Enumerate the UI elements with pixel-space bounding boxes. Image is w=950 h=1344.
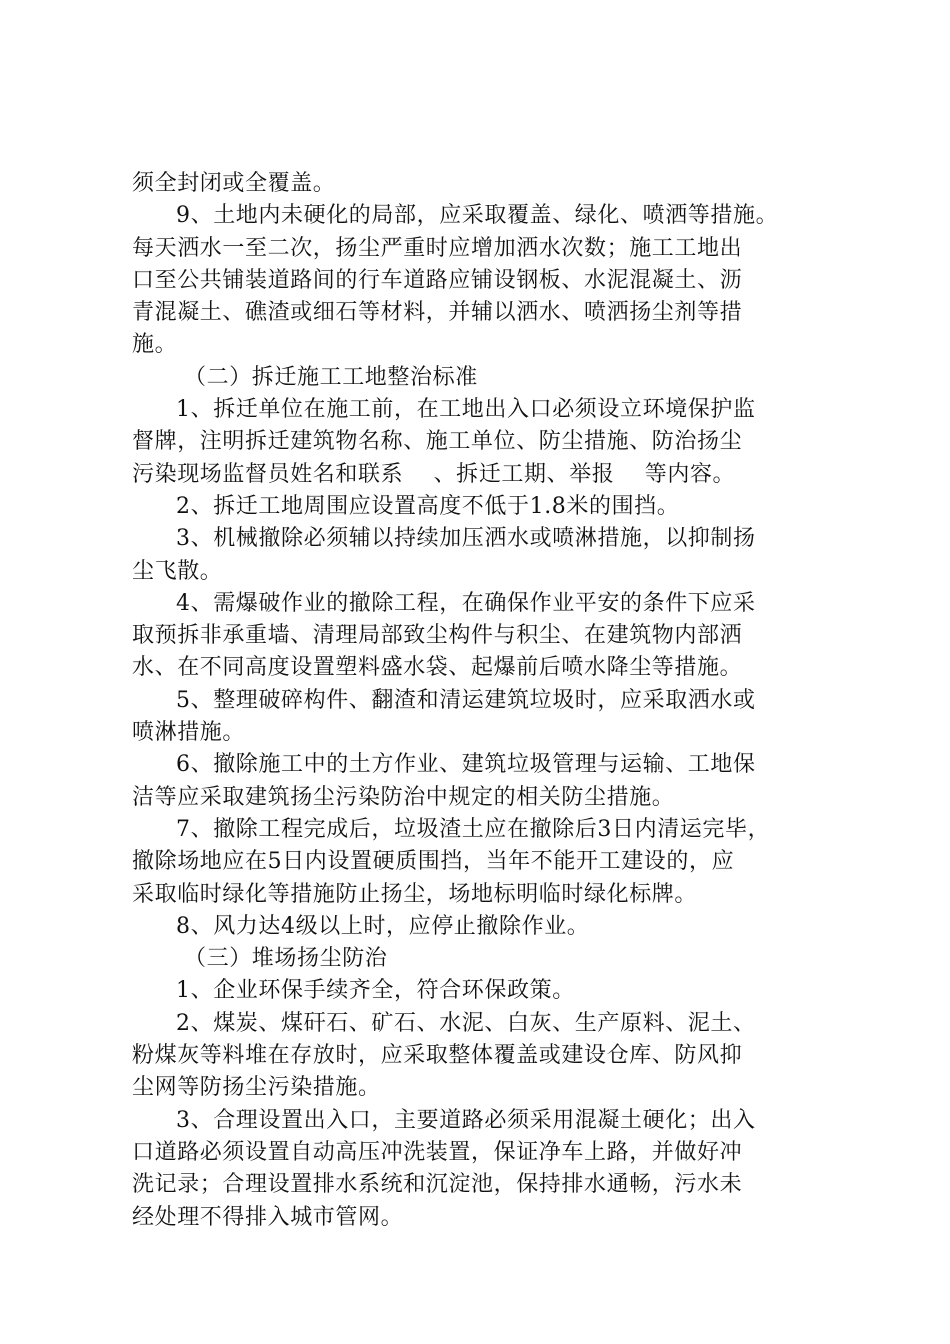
text-line: 督牌，注明拆迁建筑物名称、施工单位、防尘措施、防治扬尘	[132, 429, 743, 455]
text-line: 粉煤灰等料堆在存放时，应采取整体覆盖或建设仓库、防风抑	[132, 1043, 743, 1069]
text-line: 施。	[132, 332, 178, 358]
paragraph-3: 3、合理设置出入口，主要道路必须采用混凝土硬化；出入	[176, 1107, 756, 1133]
text-line: 口道路必须设置自动高压冲洗装置，保证净车上路，并做好冲	[132, 1139, 743, 1165]
paragraph-9: 9、土地内未硬化的局部，应采取覆盖、绿化、喷洒等措施。	[176, 203, 779, 229]
text-line: 喷淋措施。	[132, 720, 246, 746]
text-line: 水、在不同高度设置塑料盛水袋、起爆前后喷水降尘等措施。	[132, 655, 743, 681]
text-line: 须全封闭或全覆盖。	[132, 171, 336, 196]
paragraph-1: 1、企业环保手续齐全，符合环保政策。	[176, 978, 575, 1004]
text-line: 污染现场监督员姓名和联系 、拆迁工期、举报 等内容。	[132, 461, 736, 487]
text-line: 采取临时绿化等措施防止扬尘，场地标明临时绿化标牌。	[132, 881, 698, 907]
text-line: 取预拆非承重墙、清理局部致尘构件与积尘、在建筑物内部洒	[132, 623, 743, 649]
text-line: 尘网等防扬尘污染措施。	[132, 1075, 381, 1101]
text-line: 尘飞散。	[132, 558, 223, 584]
paragraph-8: 8、风力达4级以上时，应停止撤除作业。	[176, 913, 590, 939]
text-line: 洁等应采取建筑扬尘污染防治中规定的相关防尘措施。	[132, 784, 675, 810]
section-heading-3: （三）堆场扬尘防治	[184, 946, 388, 972]
document-body	[132, 168, 837, 1234]
paragraph-1: 1、拆迁单位在施工前，在工地出入口必须设立环境保护监	[176, 397, 756, 423]
paragraph-6: 6、撤除施工中的土方作业、建筑垃圾管理与运输、工地保	[176, 752, 756, 778]
text-line: 撤除场地应在5日内设置硬质围挡，当年不能开工建设的，应	[132, 849, 735, 875]
paragraph-3: 3、机械撤除必须辅以持续加压洒水或喷淋措施，以抑制扬	[176, 526, 756, 552]
text-line: 青混凝土、礁渣或细石等材料，并辅以洒水、喷洒扬尘剂等措	[132, 300, 743, 326]
paragraph-7: 7、撤除工程完成后，垃圾渣土应在撤除后3日内清运完毕，	[176, 816, 771, 842]
paragraph-4: 4、需爆破作业的撤除工程，在确保作业平安的条件下应采	[176, 590, 756, 616]
text-line: 经处理不得排入城市管网。	[132, 1204, 404, 1230]
section-heading-2: （二）拆迁施工工地整治标准	[184, 364, 478, 390]
paragraph-2: 2、拆迁工地周围应设置高度不低于1.8米的围挡。	[176, 493, 680, 519]
text-line: 洗记录；合理设置排水系统和沉淀池，保持排水通畅，污水未	[132, 1172, 743, 1198]
paragraph-5: 5、整理破碎构件、翻渣和清运建筑垃圾时，应采取洒水或	[176, 687, 756, 713]
text-line: 每天洒水一至二次，扬尘严重时应增加洒水次数；施工工地出	[132, 235, 743, 261]
text-line: 口至公共铺装道路间的行车道路应铺设钢板、水泥混凝土、沥	[132, 267, 743, 293]
paragraph-2: 2、煤炭、煤矸石、矿石、水泥、白灰、生产原料、泥土、	[176, 1010, 756, 1036]
